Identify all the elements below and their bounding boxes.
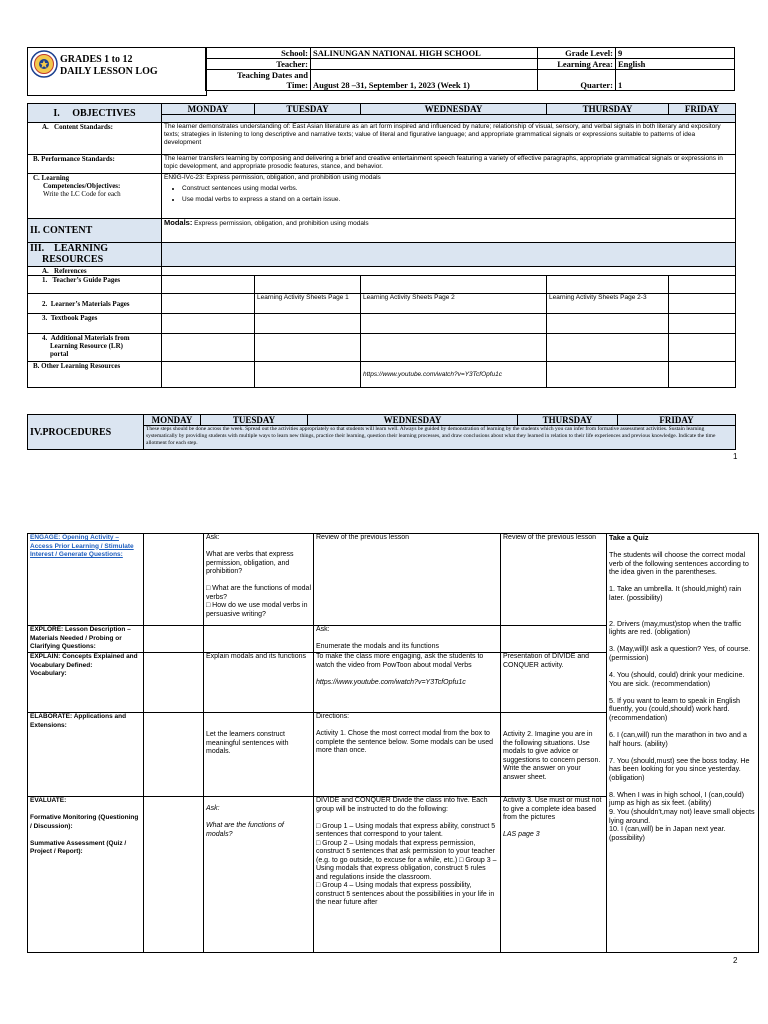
resources-heading-1: III. LEARNING — [30, 243, 109, 254]
learners-materials-label: 2. Learner’s Materials Pages — [28, 294, 162, 314]
explain-thu: Presentation of DIVIDE and CONQUER activity. — [501, 653, 607, 713]
proc-day-friday: FRIDAY — [618, 415, 736, 426]
objectives-spacer — [162, 115, 736, 123]
log-title-line2: DAILY LESSON LOG — [60, 66, 158, 77]
dates-label-line2: Time: — [286, 80, 308, 90]
evaluate-thu-activity: Activity 3. Use must or must not to give a complete idea based from the pictures — [503, 797, 602, 821]
explore-label: EXPLORE: Lesson Description – Materials Needed / Probing or Clarifying Questions: — [28, 626, 144, 653]
engage-label: ENGAGE: Opening Activity – Access Prior Learning / Stimulate Interest / Generate Questions: — [28, 534, 144, 626]
content-heading: II. CONTENT — [28, 219, 162, 243]
modals-text: Express permission, obligation, and prohibition using modals — [192, 220, 369, 227]
tb-tue — [255, 314, 361, 334]
header-box — [27, 47, 207, 96]
engage-tue-q2: □ What are the functions of modal verbs? — [206, 585, 312, 601]
am-mon — [162, 334, 255, 362]
explain-label-2: Vocabulary: — [30, 670, 67, 677]
tg-wed — [361, 276, 547, 294]
additional-1: 4. Additional Materials from — [42, 334, 130, 342]
quiz-item: 5. If you want to learn to speak in English fluently, you (could,should) work hard. (recommendation) — [609, 695, 741, 722]
engage-tue-q1: What are verbs that express permission, obligation, and prohibition? — [206, 551, 294, 575]
elaborate-wed — [314, 713, 501, 797]
additional-2: Learning Resource (LR) — [50, 342, 123, 350]
explore-wed-ask: Ask: — [316, 626, 330, 633]
evaluate-wed-group2-3: □ Group 2 – Using modals that express permission, construct 5 sentences that ask permission to your teacher (e.g. to go outside, to excuse for a while, etc.) □ Group 3 – Using modals that express obligation, construct 5 rules and regulations inside the classroom. — [316, 839, 497, 881]
elaborate-thu: Activity 2. Imagine you are in the following situations. Use modals to give advice or suggestions to concern person. Write the answer on your answer sheet. — [501, 713, 607, 797]
or-fri — [669, 362, 736, 388]
quiz-item: 1. Take an umbrella. It (should,might) rain later. (possibility) — [609, 584, 742, 602]
explain-mon — [144, 653, 204, 713]
learning-area-value: English — [616, 59, 735, 70]
or-thu — [547, 362, 669, 388]
or-wed-link[interactable]: https://www.youtube.com/watch?v=Y3TcfOpfu1c — [361, 362, 547, 388]
evaluate-wed-group1: □ Group 1 – Using modals that express ability, construct 5 sentences that correspond to your talent. — [316, 822, 496, 838]
evaluate-wed-group4: □ Group 4 – Using modals that express possibility, construct 5 sentences about the possibilities in your life in the near future after — [316, 882, 495, 906]
tg-fri — [669, 276, 736, 294]
tb-mon — [162, 314, 255, 334]
proc-day-wednesday: WEDNESDAY — [308, 415, 518, 426]
explore-thu — [501, 626, 607, 653]
quarter-value: 1 — [616, 70, 735, 91]
quiz-item: 10. I (can,will) be in Japan next year. (possibility) — [609, 824, 726, 842]
school-label: School: — [206, 48, 311, 59]
elaborate-wed-activity: Activity 1. Chose the most correct modal from the box to complete the sentence below. Some modals can be used more than once. — [316, 730, 494, 754]
lm-mon — [162, 294, 255, 314]
explain-wed-link[interactable]: https://www.youtube.com/watch?v=Y3TcfOpfu1c — [316, 678, 466, 686]
explore-wed — [314, 626, 501, 653]
explain-tue: Explain modals and its functions — [204, 653, 314, 713]
proc-day-thursday: THURSDAY — [518, 415, 618, 426]
resources-spacer — [162, 243, 736, 267]
evaluate-tue-ask: Ask: — [206, 805, 220, 812]
am-tue — [255, 334, 361, 362]
evaluate-label-3: Summative Assessment (Quiz / Project / Report): — [30, 839, 127, 855]
lm-wed: Learning Activity Sheets Page 2 — [361, 294, 547, 314]
additional-3: portal — [50, 350, 69, 358]
teacher-label: Teacher: — [206, 59, 311, 70]
dates-value: August 28 –31, September 1, 2023 (Week 1) — [311, 70, 538, 91]
lc-bullets — [182, 185, 733, 204]
am-wed — [361, 334, 547, 362]
evaluate-thu-las: LAS page 3 — [503, 831, 540, 838]
lm-tue: Learning Activity Sheets Page 1 — [255, 294, 361, 314]
quarter-label: Quarter: — [538, 70, 616, 91]
quiz-item: 4. You (should, could) drink your medicine. You are sick. (recommendation) — [609, 669, 745, 688]
tg-mon — [162, 276, 255, 294]
evaluate-wed — [314, 797, 501, 953]
quiz-item: 3. (May,will)I ask a question? Yes, of course. (permission) — [609, 644, 751, 662]
competencies-label-1: C. Learning — [33, 174, 70, 182]
modals-label: Modals: — [164, 218, 193, 227]
lesson-table — [27, 103, 736, 388]
day-friday: FRIDAY — [669, 104, 736, 115]
dates-label — [206, 70, 311, 91]
teachers-guide-label: 1. Teacher’s Guide Pages — [28, 276, 162, 294]
evaluate-thu — [501, 797, 607, 953]
engage-wed: Review of the previous lesson — [314, 534, 501, 626]
tb-fri — [669, 314, 736, 334]
am-thu — [547, 334, 669, 362]
competencies-text — [162, 174, 736, 219]
grade-level-label: Grade Level: — [538, 48, 616, 59]
grade-level-value: 9 — [616, 48, 735, 59]
learning-area-label: Learning Area: — [538, 59, 616, 70]
explore-tue — [204, 626, 314, 653]
am-fri — [669, 334, 736, 362]
objectives-heading: I. OBJECTIVES — [28, 104, 162, 123]
references-label: A. References — [28, 267, 162, 276]
header-info-table — [205, 47, 735, 91]
quiz-title: Take a Quiz — [609, 533, 649, 542]
explore-wed-task: Enumerate the modals and its functions — [316, 643, 439, 650]
lc-bullet: • Construct sentences using modal verbs. — [182, 185, 733, 193]
dates-label-line1: Teaching Dates and — [236, 70, 308, 80]
lc-code: EN9G-IVc-23: Express permission, obligation, and prohibition using modals — [164, 174, 381, 181]
quiz-item: 8. When I was in high school, I (can,could) jump as high as six feet. (ability) — [609, 789, 745, 808]
explain-label-1: EXPLAIN: Concepts Explained and Vocabulary Defined: — [30, 653, 138, 669]
content-standards-text: The learner demonstrates understanding of: East Asian literature as an art form inspired and influenced by nature; relationship of visual, sensory, and verbal signals in both literary and expository texts; strategies in listening to long descriptive and narrative texts; value of literal and figurative language; and appropriate grammatical signals or expressions suitable to patterns of idea development — [162, 123, 736, 155]
performance-standards-text: The learner transfers learning by composing and delivering a brief and creative entertainment speech featuring a variety of effective paragraphs, appropriate grammatical signals or expressions in topic development, and appropriate prosodic features, stance, and behavior. — [162, 155, 736, 174]
resources-heading-2: RESOURCES — [42, 254, 104, 265]
proc-day-monday: MONDAY — [144, 415, 201, 426]
day-thursday: THURSDAY — [547, 104, 669, 115]
tb-wed — [361, 314, 547, 334]
evaluate-label-2: Formative Monitoring (Questioning / Discussion): — [30, 814, 139, 830]
quiz-item: 7. You (should,must) see the boss today. He has been looking for you since yesterday. (obligation) — [609, 755, 750, 782]
content-text — [162, 219, 736, 243]
competencies-label — [28, 174, 162, 219]
quiz-item: 6. I (can,will) run the marathon in two and a half hours. (ability) — [609, 729, 747, 748]
additional-materials-label — [28, 334, 162, 362]
lm-thu: Learning Activity Sheets Page 2-3 — [547, 294, 669, 314]
page-number-2: 2 — [733, 956, 738, 965]
tb-thu — [547, 314, 669, 334]
quiz-intro: The students will choose the correct modal verb of the following sentences according to the idea given in the parentheses. — [609, 550, 749, 577]
performance-standards-label: B. Performance Standards: — [28, 155, 162, 174]
explore-mon — [144, 626, 204, 653]
engage-tue-ask: Ask: — [206, 534, 220, 541]
evaluate-label-1: EVALUATE: — [30, 797, 67, 804]
elaborate-label: ELABORATE: Applications and Extensions: — [28, 713, 144, 797]
content-standards-label: A. Content Standards: — [28, 123, 162, 155]
quiz-item: 2. Drivers (may,must)stop when the traffic lights are red. (obligation) — [609, 618, 742, 637]
elaborate-tue: Let the learners construct meaningful sentences with modals. — [204, 713, 314, 797]
procedures-table — [27, 414, 736, 450]
tg-tue — [255, 276, 361, 294]
or-mon — [162, 362, 255, 388]
evaluate-tue-question: What are the functions of modals? — [206, 822, 284, 838]
evaluate-mon — [144, 797, 204, 953]
engage-tue — [204, 534, 314, 626]
resources-heading — [28, 243, 162, 267]
competencies-label-2: Competencies/Objectives: — [43, 182, 121, 190]
competencies-label-3: Write the LC Code for each — [43, 190, 121, 198]
evaluate-tue — [204, 797, 314, 953]
references-cell — [162, 267, 736, 276]
teacher-value — [311, 59, 538, 70]
page-number-1: 1 — [733, 452, 738, 461]
engage-thu: Review of the previous lesson — [501, 534, 607, 626]
engage-mon — [144, 534, 204, 626]
other-resources-label: B. Other Learning Resources — [28, 362, 162, 388]
procedures-heading: IV.PROCEDURES — [28, 415, 144, 450]
elaborate-mon — [144, 713, 204, 797]
evaluate-label — [28, 797, 144, 953]
tg-thu — [547, 276, 669, 294]
day-tuesday: TUESDAY — [255, 104, 361, 115]
engage-tue-q3: □ How do we use modal verbs in persuasive writing? — [206, 602, 308, 618]
explain-wed — [314, 653, 501, 713]
log-title-line1: GRADES 1 to 12 — [60, 54, 133, 65]
day-monday: MONDAY — [162, 104, 255, 115]
or-tue — [255, 362, 361, 388]
textbook-label: 3. Textbook Pages — [28, 314, 162, 334]
lm-fri — [669, 294, 736, 314]
day-wednesday: WEDNESDAY — [361, 104, 547, 115]
elaborate-wed-directions: Directions: — [316, 713, 350, 720]
explain-wed-text: To make the class more engaging, ask the students to watch the video from PowToon about modal Verbs — [316, 653, 484, 669]
proc-day-tuesday: TUESDAY — [201, 415, 308, 426]
quiz-item: 9. You (shouldn't,may not) leave small objects lying around. — [609, 807, 755, 825]
friday-quiz — [607, 534, 759, 953]
lc-bullet: • Use modal verbs to express a stand on a certain issue. — [182, 196, 733, 204]
school-value: SALINUNGAN NATIONAL HIGH SCHOOL — [311, 48, 538, 59]
explain-label — [28, 653, 144, 713]
procedures-note: These steps should be done across the week. Spread out the activities appropriately so that students will learn well. Always be guided by demonstration of learning by the students which you can infer from formative assessment activities. Sustain learning systematically by providing students with multiple ways to learn new things, practice their learning, question their learning processes, and draw conclusions about what they learned in relation to their life experiences and previous knowledge. Indicate the time allotment for each step. — [144, 426, 736, 450]
evaluate-wed-intro: DIVIDE and CONQUER Divide the class into five. Each group will be instructed to do the following: — [316, 797, 488, 813]
procedures-detail-table — [27, 533, 759, 953]
